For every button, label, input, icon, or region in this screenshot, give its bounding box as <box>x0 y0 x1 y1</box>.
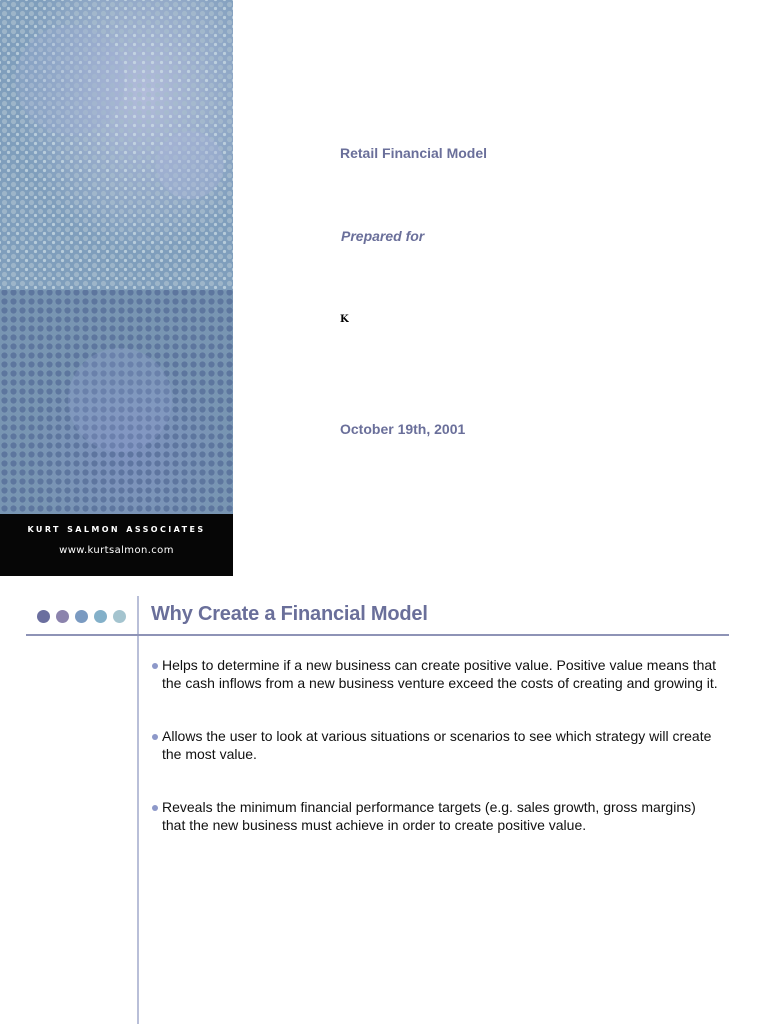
prepared-for-label: Prepared for <box>341 228 425 244</box>
bullet-text: Helps to determine if a new business can create positive value. Positive value means that the cash inflows from a new business venture exceed the costs of creating and growing it. <box>162 657 718 691</box>
bullet-icon <box>152 805 158 811</box>
brand-name: kurt salmon associates <box>27 522 206 535</box>
bullet-item <box>152 656 722 692</box>
dot-icon <box>56 610 69 623</box>
dot-icon <box>113 610 126 623</box>
brand-block <box>0 514 233 576</box>
slide-title: Why Create a Financial Model <box>151 603 428 625</box>
cover-title: Retail Financial Model <box>340 145 488 161</box>
dot-icon <box>37 610 50 623</box>
decorative-dots <box>37 610 126 623</box>
client-name: K <box>340 314 349 325</box>
cover-date: October 19th, 2001 <box>340 421 466 437</box>
dot-icon <box>94 610 107 623</box>
brand-url: www.kurtsalmon.com <box>59 545 174 556</box>
bullet-text: Allows the user to look at various situations or scenarios to see which strategy will create the most value. <box>162 728 712 762</box>
bullet-icon <box>152 663 158 669</box>
vertical-divider <box>137 596 139 1024</box>
bullet-item <box>152 727 722 763</box>
bullet-list <box>152 656 722 834</box>
dot-icon <box>75 610 88 623</box>
title-underline <box>26 634 729 636</box>
bullet-text: Reveals the minimum financial performance targets (e.g. sales growth, gross margins) that the new business must achieve in order to create positive value. <box>162 799 696 833</box>
bullet-item <box>152 798 722 834</box>
bullet-icon <box>152 734 158 740</box>
cover-artwork <box>0 0 233 514</box>
